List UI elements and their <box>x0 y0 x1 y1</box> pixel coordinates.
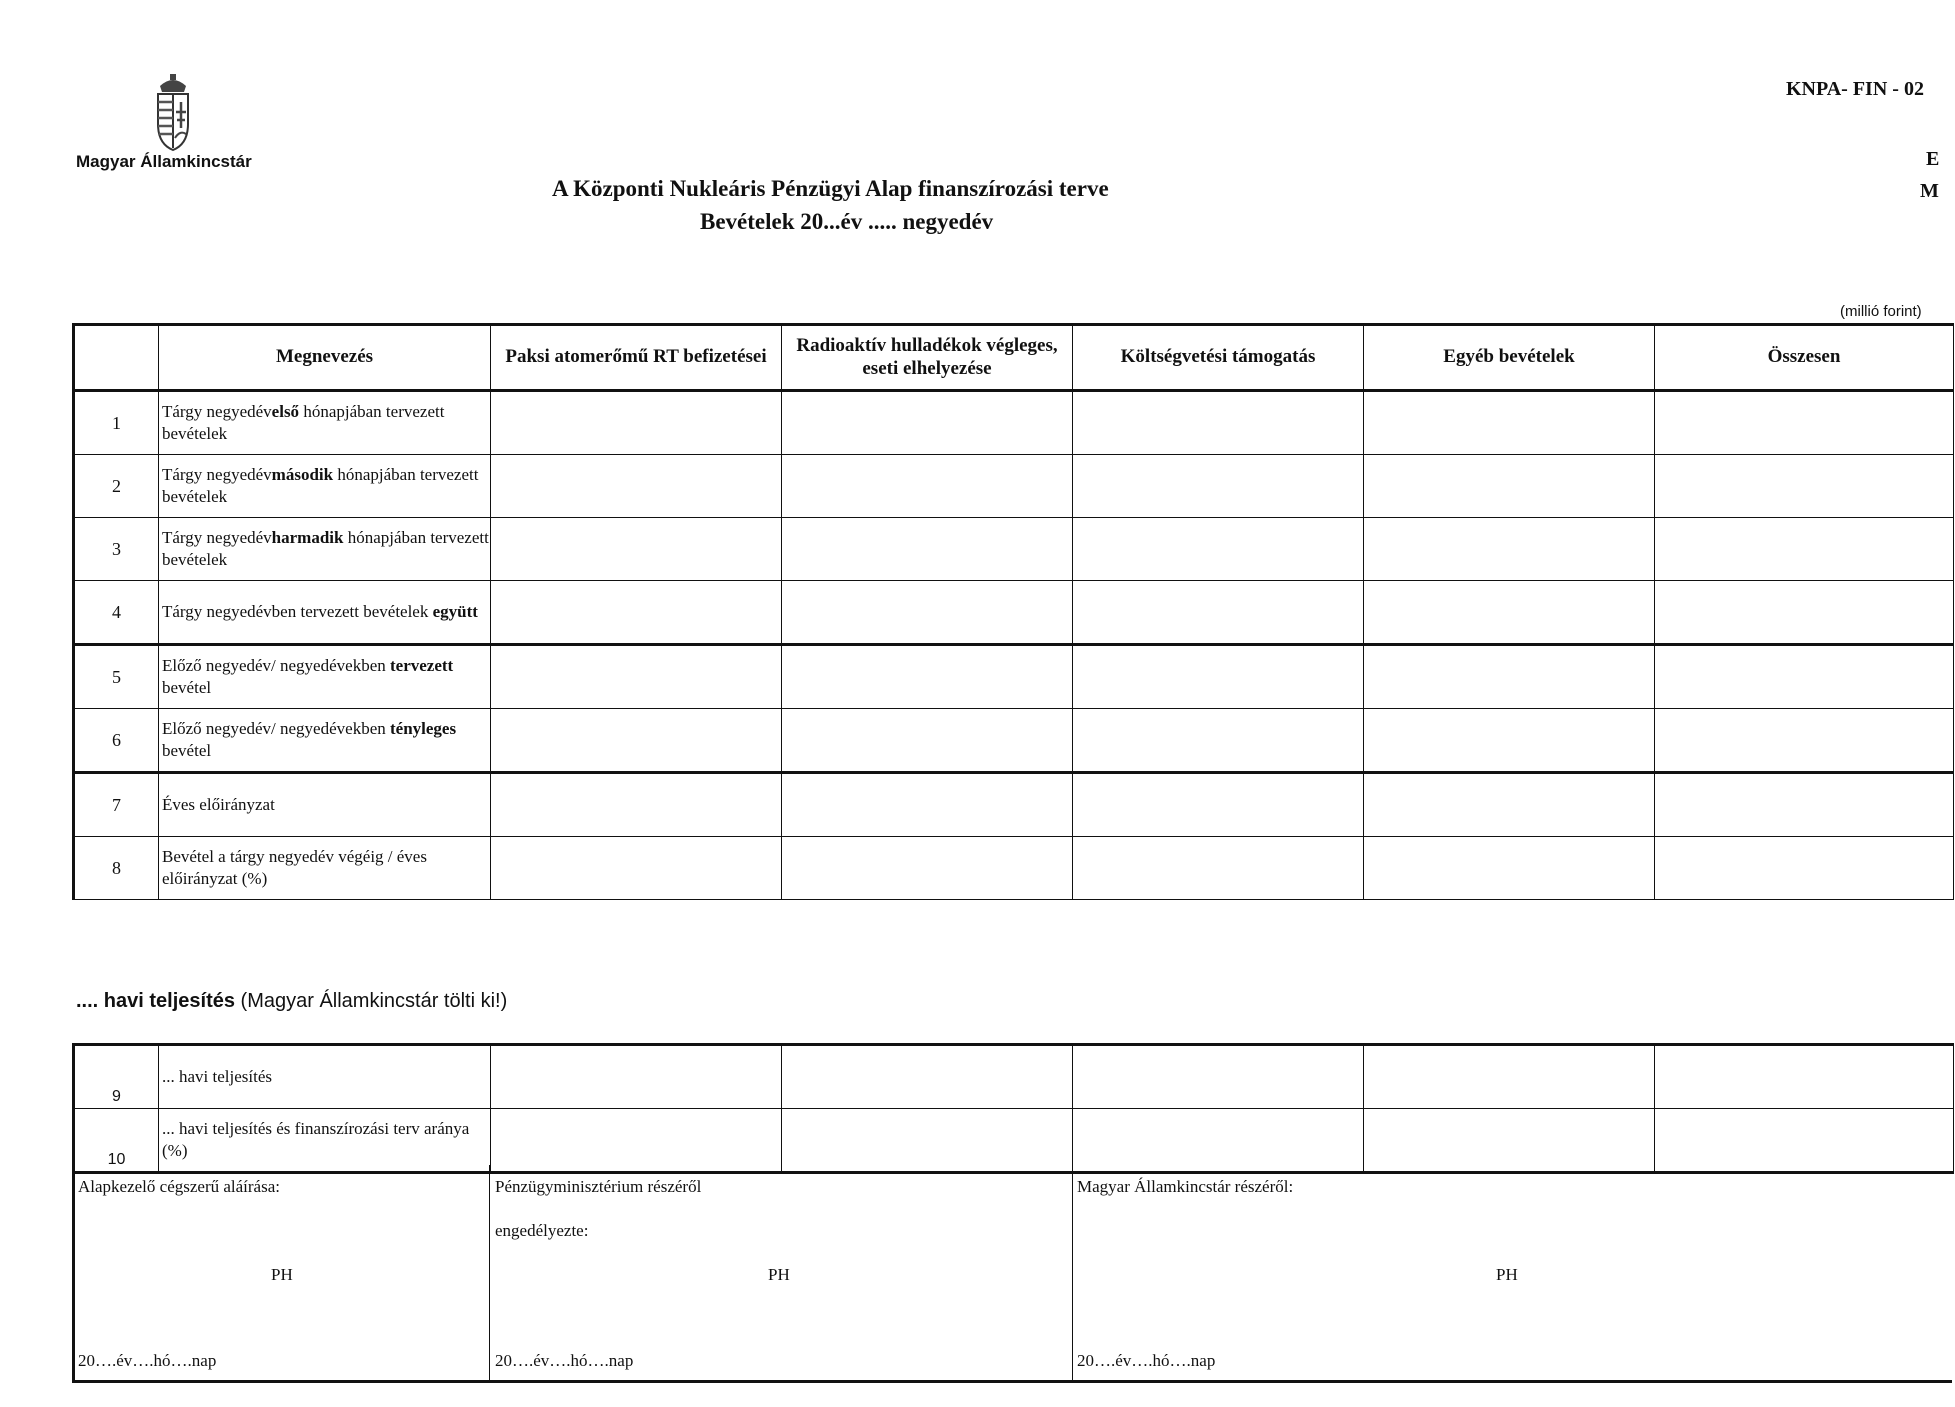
value-cell[interactable] <box>1073 837 1364 900</box>
value-cell[interactable] <box>1655 645 1954 709</box>
value-cell[interactable] <box>782 1045 1073 1109</box>
table-header-row <box>74 325 1954 391</box>
column-header-total: Összesen <box>1655 325 1954 391</box>
side-letter-top: E <box>1926 148 1940 170</box>
value-cell[interactable] <box>1073 391 1364 455</box>
value-cell[interactable] <box>782 581 1073 645</box>
value-cell[interactable] <box>782 455 1073 518</box>
value-cell[interactable] <box>782 518 1073 581</box>
value-cell[interactable] <box>491 391 782 455</box>
page-title: A Központi Nukleáris Pénzügyi Alap finanszírozási terve <box>552 176 1109 201</box>
value-cell[interactable] <box>782 1109 1073 1173</box>
table-row <box>74 581 1954 645</box>
revenue-plan-table <box>72 323 1954 900</box>
row-label <box>159 391 491 455</box>
stamp-placeholder: PH <box>768 1265 790 1284</box>
value-cell[interactable] <box>1364 645 1655 709</box>
coat-of-arms-icon <box>140 72 206 152</box>
value-cell[interactable] <box>1364 391 1655 455</box>
value-cell[interactable] <box>1655 1109 1954 1173</box>
row-label-emphasis: tervezett <box>390 655 454 675</box>
unit-note: (millió forint) <box>1840 303 1922 320</box>
value-cell[interactable] <box>1073 455 1364 518</box>
value-cell[interactable] <box>1073 773 1364 837</box>
row-label <box>159 518 491 581</box>
section-dots: .... <box>76 990 99 1012</box>
row-label-text-end: bevétel <box>162 741 212 760</box>
value-cell[interactable] <box>1073 581 1364 645</box>
row-number: 4 <box>74 581 159 645</box>
column-divider <box>1072 1165 1073 1380</box>
signature-title: Pénzügyminisztérium részéről <box>495 1177 702 1196</box>
value-cell[interactable] <box>1655 581 1954 645</box>
table-row <box>74 1109 1954 1173</box>
row-label-emphasis: tényleges <box>390 718 457 738</box>
table-row <box>74 645 1954 709</box>
row-label: ... havi teljesítés és finanszírozási terv aránya (%) <box>159 1109 491 1173</box>
row-label-text: Tárgy negyedévben tervezett bevételek <box>162 601 433 621</box>
signature-title: Magyar Államkincstár részéről: <box>1077 1177 1294 1196</box>
date-placeholder[interactable]: 20….év….hó….nap <box>78 1351 217 1370</box>
row-label-text: Előző negyedév/ negyedévekben <box>162 718 390 738</box>
table-row <box>74 391 1954 455</box>
value-cell[interactable] <box>1364 709 1655 773</box>
row-label-text-end: hónapjában tervezett bevételek <box>162 527 489 569</box>
row-number: 10 <box>74 1109 159 1173</box>
section-note: (Magyar Államkincstár tölti ki!) <box>240 990 508 1012</box>
row-number: 7 <box>74 773 159 837</box>
value-cell[interactable] <box>1364 518 1655 581</box>
row-number: 2 <box>74 455 159 518</box>
row-label <box>159 645 491 709</box>
table-row <box>74 518 1954 581</box>
value-cell[interactable] <box>1364 773 1655 837</box>
row-label: ... havi teljesítés <box>159 1045 491 1109</box>
table-row <box>74 773 1954 837</box>
row-label-text: Tárgy negyedév <box>162 464 272 484</box>
row-label-emphasis: együtt <box>432 601 478 621</box>
row-label-text: Előző negyedév/ negyedévekben <box>162 655 390 675</box>
stamp-placeholder: PH <box>1496 1265 1518 1284</box>
coat-of-arms-logo <box>140 72 206 152</box>
row-number: 1 <box>74 391 159 455</box>
stamp-placeholder: PH <box>271 1265 293 1284</box>
row-number: 3 <box>74 518 159 581</box>
date-placeholder[interactable]: 20….év….hó….nap <box>495 1351 634 1370</box>
signature-subtitle: engedélyezte: <box>495 1221 589 1240</box>
value-cell[interactable] <box>491 837 782 900</box>
value-cell[interactable] <box>491 645 782 709</box>
column-header-radioactive: Radioaktív hulladékok végleges, eseti elhelyezése <box>782 325 1073 391</box>
section-heading <box>76 990 507 1013</box>
column-header-other: Egyéb bevételek <box>1364 325 1655 391</box>
value-cell[interactable] <box>1655 518 1954 581</box>
row-label <box>159 773 491 837</box>
row-label-text: Éves előirányzat <box>162 794 275 814</box>
value-cell[interactable] <box>782 709 1073 773</box>
value-cell[interactable] <box>491 518 782 581</box>
row-label-emphasis: második <box>271 464 334 484</box>
table-row <box>74 837 1954 900</box>
row-number: 8 <box>74 837 159 900</box>
value-cell[interactable] <box>1364 581 1655 645</box>
signature-title: Alapkezelő cégszerű aláírása: <box>78 1177 280 1196</box>
row-label <box>159 455 491 518</box>
row-label-text: Bevétel a tárgy negyedév végéig / éves előirányzat (%) <box>162 846 427 888</box>
page-subtitle: Bevételek 20...év ..... negyedév <box>700 209 994 234</box>
value-cell[interactable] <box>491 581 782 645</box>
signature-column-ministry <box>492 1165 1073 1380</box>
row-label-emphasis: harmadik <box>271 527 344 547</box>
column-header-num <box>74 325 159 391</box>
row-label-text-end: hónapjában tervezett bevételek <box>162 464 479 506</box>
row-label-text-end: hónapjában tervezett bevételek <box>162 401 445 443</box>
row-label-text: Tárgy negyedév <box>162 527 272 547</box>
value-cell[interactable] <box>491 455 782 518</box>
row-label-emphasis: első <box>271 401 300 421</box>
value-cell[interactable] <box>782 773 1073 837</box>
monthly-performance-table <box>72 1043 1954 1174</box>
row-label <box>159 837 491 900</box>
table-row <box>74 1045 1954 1109</box>
value-cell[interactable] <box>1655 391 1954 455</box>
row-label <box>159 709 491 773</box>
value-cell[interactable] <box>782 837 1073 900</box>
value-cell[interactable] <box>491 1045 782 1109</box>
column-header-budget-support: Költségvetési támogatás <box>1073 325 1364 391</box>
value-cell[interactable] <box>491 709 782 773</box>
value-cell[interactable] <box>1364 837 1655 900</box>
row-number: 5 <box>74 645 159 709</box>
value-cell[interactable] <box>782 645 1073 709</box>
value-cell[interactable] <box>1655 837 1954 900</box>
table-row <box>74 455 1954 518</box>
side-letter-bottom: M <box>1920 180 1939 202</box>
value-cell[interactable] <box>1073 1045 1364 1109</box>
value-cell[interactable] <box>1364 1109 1655 1173</box>
column-divider <box>489 1165 490 1380</box>
section-bold-title: havi teljesítés <box>103 990 235 1012</box>
org-name: Magyar Államkincstár <box>76 152 252 171</box>
value-cell[interactable] <box>1655 773 1954 837</box>
table-row <box>74 709 1954 773</box>
row-label <box>159 581 491 645</box>
row-number: 9 <box>74 1045 159 1109</box>
value-cell[interactable] <box>1364 1045 1655 1109</box>
value-cell[interactable] <box>1073 645 1364 709</box>
value-cell[interactable] <box>491 773 782 837</box>
signature-column-fund-manager <box>75 1165 492 1380</box>
value-cell[interactable] <box>1364 455 1655 518</box>
value-cell[interactable] <box>1655 1045 1954 1109</box>
value-cell[interactable] <box>1655 709 1954 773</box>
form-code: KNPA- FIN - 02 <box>1786 78 1924 100</box>
signature-column-treasury <box>1074 1165 1955 1380</box>
signature-area <box>72 1165 1952 1383</box>
value-cell[interactable] <box>1655 455 1954 518</box>
row-number: 6 <box>74 709 159 773</box>
value-cell[interactable] <box>1073 709 1364 773</box>
row-label-text-end: bevétel <box>162 678 212 697</box>
date-placeholder[interactable]: 20….év….hó….nap <box>1077 1351 1216 1370</box>
value-cell[interactable] <box>782 391 1073 455</box>
row-label-text: Tárgy negyedév <box>162 401 272 421</box>
column-header-paks: Paksi atomerőmű RT befizetései <box>491 325 782 391</box>
value-cell[interactable] <box>1073 518 1364 581</box>
value-cell[interactable] <box>1073 1109 1364 1173</box>
column-header-name: Megnevezés <box>159 325 491 391</box>
value-cell[interactable] <box>491 1109 782 1173</box>
